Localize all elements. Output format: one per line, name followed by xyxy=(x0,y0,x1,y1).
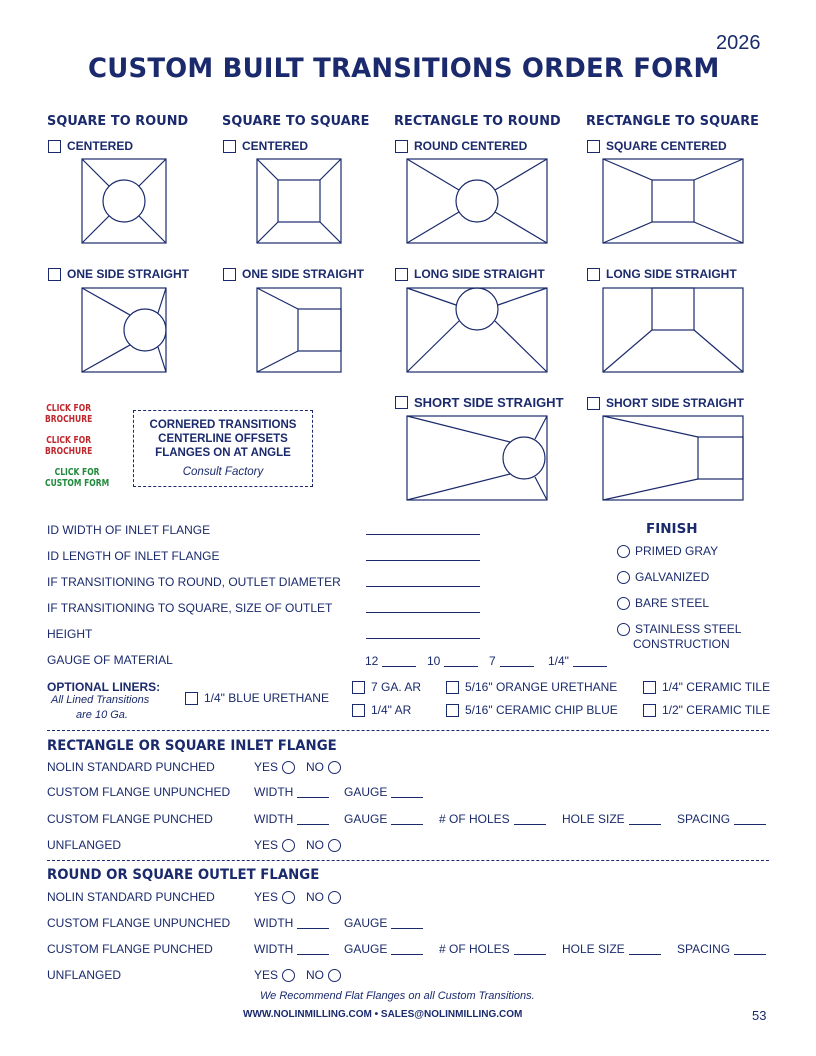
inlet-punched-hole-size[interactable]: HOLE SIZE xyxy=(562,812,661,826)
liner-ceramic-chip-blue[interactable]: 5/16" CERAMIC CHIP BLUE xyxy=(446,703,618,717)
diagram-rect-to-square-long-side xyxy=(602,287,744,373)
outlet-punched-holes[interactable]: # OF HOLES xyxy=(439,942,546,956)
outlet-row-label: CUSTOM FLANGE UNPUNCHED xyxy=(47,916,231,930)
radio[interactable] xyxy=(617,623,630,636)
diagram-rect-to-square-short-side xyxy=(602,415,744,501)
gauge-option-7[interactable]: 7 xyxy=(489,654,534,668)
radio[interactable] xyxy=(617,571,630,584)
inlet-unpunched-gauge[interactable]: GAUGE xyxy=(344,785,423,799)
inlet-flange-title: RECTANGLE OR SQUARE INLET FLANGE xyxy=(47,738,337,754)
gauge-material-label: GAUGE OF MATERIAL xyxy=(47,653,173,667)
outlet-punched-gauge[interactable]: GAUGE xyxy=(344,942,423,956)
option-rect-round-long-side[interactable]: LONG SIDE STRAIGHT xyxy=(395,267,545,281)
outlet-row-label: CUSTOM FLANGE PUNCHED xyxy=(47,942,213,956)
inlet-row-label: NOLIN STANDARD PUNCHED xyxy=(47,760,215,774)
diagram-square-to-round-centered xyxy=(81,158,167,244)
footer-contact[interactable]: WWW.NOLINMILLING.COM • SALES@NOLINMILLING.COM xyxy=(243,1009,523,1020)
dim-inlet-length-label: ID LENGTH OF INLET FLANGE xyxy=(47,549,220,563)
outlet-standard-yes[interactable]: YES xyxy=(254,890,300,904)
diagram-rect-to-square-centered xyxy=(602,158,744,244)
inlet-row-label: CUSTOM FLANGE PUNCHED xyxy=(47,812,213,826)
category-square-to-square: SQUARE TO SQUARE xyxy=(222,113,370,129)
inlet-width-field[interactable] xyxy=(366,534,480,535)
option-rect-sq-short-side[interactable]: SHORT SIDE STRAIGHT xyxy=(587,396,744,410)
outlet-unpunched-gauge[interactable]: GAUGE xyxy=(344,916,423,930)
outlet-standard-no[interactable]: NO xyxy=(306,890,346,904)
outlet-flange-title: ROUND OR SQUARE OUTLET FLANGE xyxy=(47,867,320,883)
finish-primed-gray[interactable]: PRIMED GRAY xyxy=(617,544,718,558)
diagram-square-to-round-one-side xyxy=(81,287,167,373)
option-rect-sq-centered[interactable]: SQUARE CENTERED xyxy=(587,139,727,153)
brochure-link-1[interactable]: CLICK FOR BROCHURE xyxy=(45,403,93,425)
diagram-rect-to-round-short-side xyxy=(406,415,548,501)
outlet-punched-width[interactable]: WIDTH xyxy=(254,942,329,956)
checkbox[interactable] xyxy=(48,268,61,281)
diagram-square-to-square-centered xyxy=(256,158,342,244)
outlet-punched-spacing[interactable]: SPACING xyxy=(677,942,766,956)
liner-quarter-ar[interactable]: 1/4" AR xyxy=(352,703,411,717)
inlet-standard-no[interactable]: NO xyxy=(306,760,346,774)
inlet-standard-yes[interactable]: YES xyxy=(254,760,300,774)
checkbox[interactable] xyxy=(395,396,408,409)
radio[interactable] xyxy=(617,597,630,610)
finish-bare-steel[interactable]: BARE STEEL xyxy=(617,596,709,610)
checkbox[interactable] xyxy=(48,140,61,153)
option-sq-round-centered[interactable]: CENTERED xyxy=(48,139,133,153)
checkbox[interactable] xyxy=(395,140,408,153)
dim-outlet-size-label: IF TRANSITIONING TO SQUARE, SIZE OF OUTLET xyxy=(47,601,333,615)
outlet-unflanged-yes[interactable]: YES xyxy=(254,968,300,982)
checkbox[interactable] xyxy=(587,268,600,281)
outlet-unpunched-width[interactable]: WIDTH xyxy=(254,916,329,930)
outlet-diameter-field[interactable] xyxy=(366,586,480,587)
liners-title: OPTIONAL LINERS: xyxy=(47,680,161,694)
checkbox[interactable] xyxy=(587,140,600,153)
radio[interactable] xyxy=(617,545,630,558)
gauge-option-10[interactable]: 10 xyxy=(427,654,478,668)
divider xyxy=(47,860,769,861)
inlet-unflanged-yes[interactable]: YES xyxy=(254,838,300,852)
brochure-link-2[interactable]: CLICK FOR BROCHURE xyxy=(45,435,93,457)
checkbox[interactable] xyxy=(587,397,600,410)
category-rectangle-to-round: RECTANGLE TO ROUND xyxy=(394,113,561,129)
checkbox[interactable] xyxy=(223,140,236,153)
inlet-punched-gauge[interactable]: GAUGE xyxy=(344,812,423,826)
finish-title: FINISH xyxy=(646,521,698,537)
inlet-punched-width[interactable]: WIDTH xyxy=(254,812,329,826)
outlet-unflanged-no[interactable]: NO xyxy=(306,968,346,982)
liners-note-2: are 10 Ga. xyxy=(76,709,128,721)
option-rect-round-centered[interactable]: ROUND CENTERED xyxy=(395,139,527,153)
liner-orange-urethane[interactable]: 5/16" ORANGE URETHANE xyxy=(446,680,617,694)
gauge-option-12[interactable]: 12 xyxy=(365,654,416,668)
inlet-unpunched-width[interactable]: WIDTH xyxy=(254,785,329,799)
option-rect-round-short-side[interactable]: SHORT SIDE STRAIGHT xyxy=(395,395,564,410)
option-sq-sq-centered[interactable]: CENTERED xyxy=(223,139,308,153)
liner-7ga-ar[interactable]: 7 GA. AR xyxy=(352,680,421,694)
inlet-length-field[interactable] xyxy=(366,560,480,561)
outlet-row-label: UNFLANGED xyxy=(47,968,122,982)
option-rect-sq-long-side[interactable]: LONG SIDE STRAIGHT xyxy=(587,267,737,281)
inlet-punched-holes[interactable]: # OF HOLES xyxy=(439,812,546,826)
diagram-rect-to-round-long-side xyxy=(406,287,548,373)
flange-recommendation: We Recommend Flat Flanges on all Custom Transitions. xyxy=(260,990,535,1002)
dim-height-label: HEIGHT xyxy=(47,627,93,641)
outlet-size-field[interactable] xyxy=(366,612,480,613)
liner-quarter-ceramic-tile[interactable]: 1/4" CERAMIC TILE xyxy=(643,680,770,694)
divider xyxy=(47,730,769,731)
finish-stainless-steel[interactable]: STAINLESS STEEL xyxy=(617,622,741,636)
finish-construction-label: CONSTRUCTION xyxy=(633,637,730,651)
inlet-punched-spacing[interactable]: SPACING xyxy=(677,812,766,826)
height-field[interactable] xyxy=(366,638,480,639)
dim-outlet-diameter-label: IF TRANSITIONING TO ROUND, OUTLET DIAMETER xyxy=(47,575,341,589)
form-title: CUSTOM BUILT TRANSITIONS ORDER FORM xyxy=(88,53,720,84)
page-number: 53 xyxy=(752,1008,767,1023)
year-label: 2026 xyxy=(716,32,761,54)
diagram-square-to-square-one-side xyxy=(256,287,342,373)
outlet-row-label: NOLIN STANDARD PUNCHED xyxy=(47,890,215,904)
option-sq-round-one-side[interactable]: ONE SIDE STRAIGHT xyxy=(48,267,189,281)
dim-inlet-width-label: ID WIDTH OF INLET FLANGE xyxy=(47,523,211,537)
checkbox[interactable] xyxy=(223,268,236,281)
category-rectangle-to-square: RECTANGLE TO SQUARE xyxy=(586,113,760,129)
option-sq-sq-one-side[interactable]: ONE SIDE STRAIGHT xyxy=(223,267,364,281)
outlet-punched-hole-size[interactable]: HOLE SIZE xyxy=(562,942,661,956)
liner-half-ceramic-tile[interactable]: 1/2" CERAMIC TILE xyxy=(643,703,770,717)
gauge-option-quarter[interactable]: 1/4" xyxy=(548,654,607,668)
inlet-row-label: UNFLANGED xyxy=(47,838,122,852)
inlet-unflanged-no[interactable]: NO xyxy=(306,838,346,852)
checkbox[interactable] xyxy=(395,268,408,281)
finish-galvanized[interactable]: GALVANIZED xyxy=(617,570,709,584)
liner-blue-urethane[interactable]: 1/4" BLUE URETHANE xyxy=(185,691,329,705)
cornered-transitions-box: CORNERED TRANSITIONS CENTERLINE OFFSETS FLANGES ON AT ANGLE Consult Factory xyxy=(133,410,313,487)
liners-note-1: All Lined Transitions xyxy=(51,694,150,706)
diagram-rect-to-round-centered xyxy=(406,158,548,244)
custom-form-link[interactable]: CLICK FOR CUSTOM FORM xyxy=(45,467,110,489)
category-square-to-round: SQUARE TO ROUND xyxy=(47,113,189,129)
inlet-row-label: CUSTOM FLANGE UNPUNCHED xyxy=(47,785,231,799)
